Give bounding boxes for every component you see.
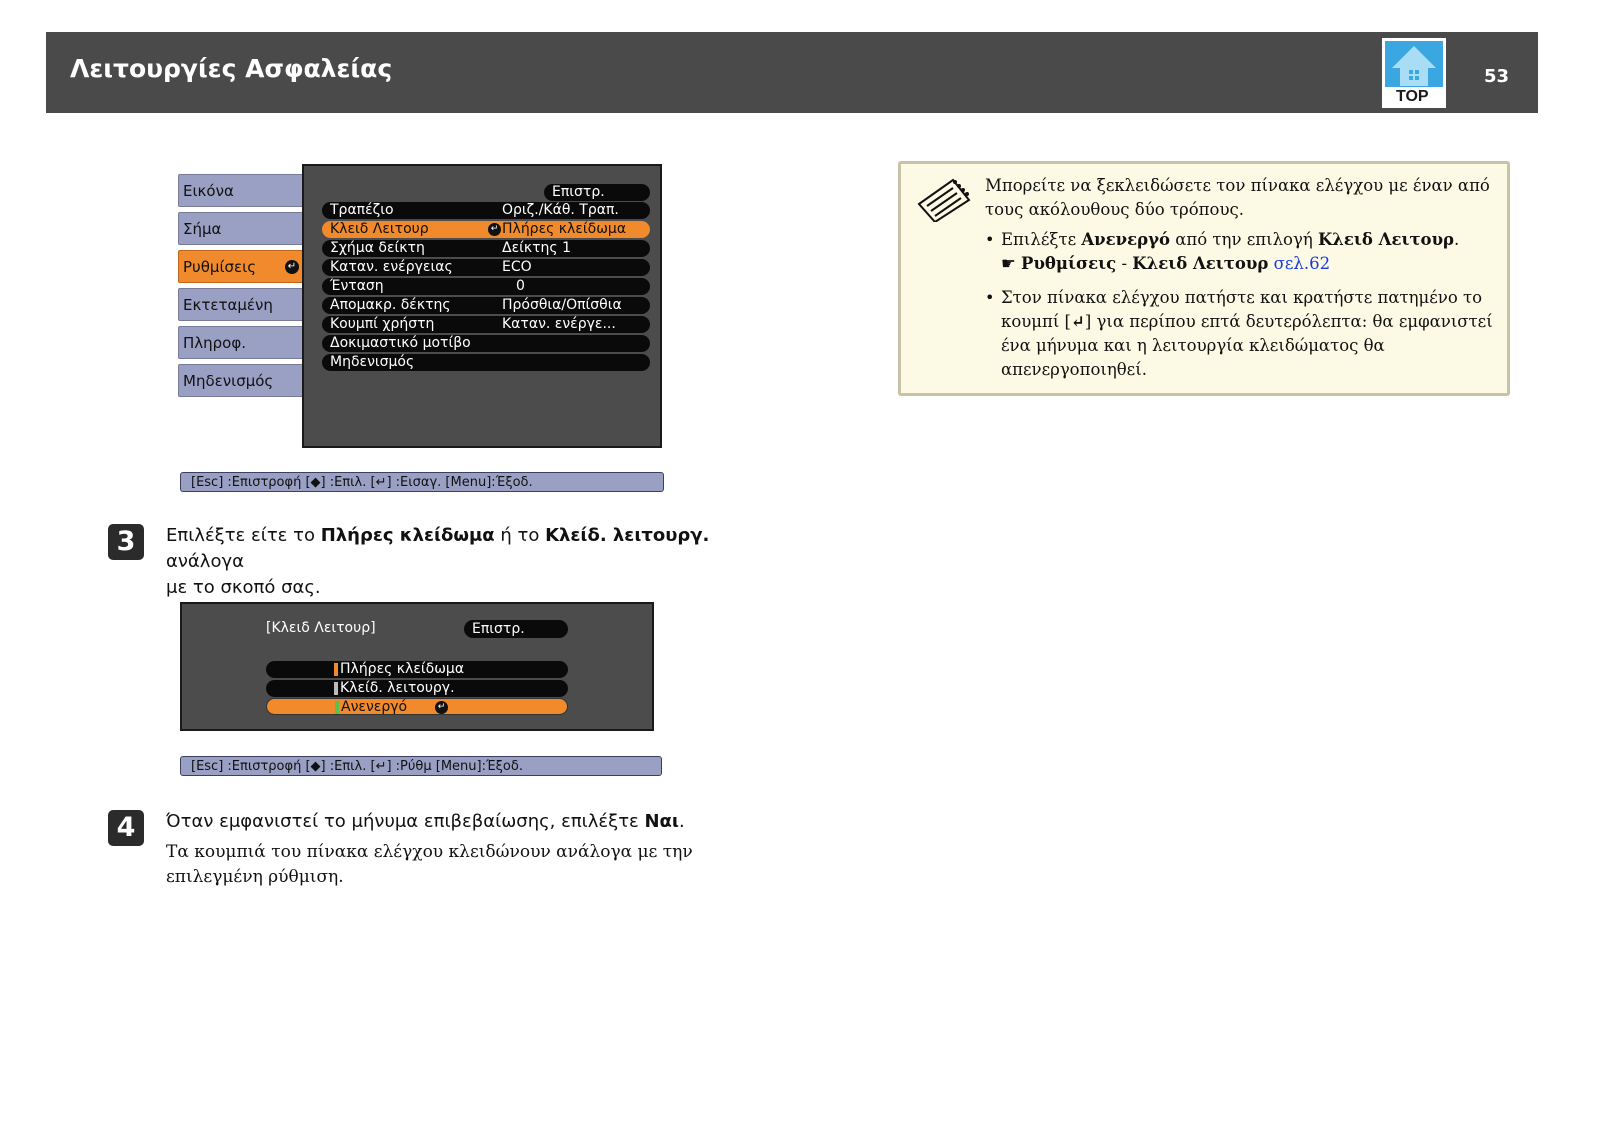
tab-image[interactable] xyxy=(178,174,304,207)
menu-row-test-pattern[interactable] xyxy=(322,335,650,352)
text: απενεργοποιηθεί. xyxy=(1001,360,1147,379)
dialog-title: [Κλειδ Λειτουρ] xyxy=(266,620,376,636)
option-marker xyxy=(334,663,338,676)
menu-row-volume[interactable] xyxy=(322,278,650,295)
option-yes: Ναι xyxy=(644,811,679,832)
enter-key-icon: ↵ xyxy=(1071,312,1085,331)
text: Όταν εμφανιστεί το μήνυμα επιβεβαίωσης, επιλέξτε xyxy=(166,811,645,832)
row-label: Ένταση xyxy=(330,278,384,294)
text: ] για περίπου επτά δευτερόλεπτα: θα εμφανιστεί xyxy=(1084,312,1493,331)
row-label: Κλειδ Λειτουρ xyxy=(330,221,429,237)
text: ένα μήνυμα και η λειτουργία κλειδώματος θα xyxy=(1001,336,1385,355)
text: ανάλογα xyxy=(166,551,244,572)
tab-label: Εικόνα xyxy=(183,182,234,200)
reference-hand-icon: ☛ xyxy=(1001,254,1016,273)
note-box xyxy=(898,161,1510,396)
row-value: Πλήρες κλείδωμα xyxy=(502,221,627,237)
note-pencil-icon xyxy=(915,174,973,222)
menu-tabs xyxy=(178,174,304,402)
step-4-text xyxy=(166,809,806,835)
step-4-subtext xyxy=(166,840,746,890)
step-3-text xyxy=(166,523,786,601)
tab-label: Σήμα xyxy=(183,220,222,238)
option-off[interactable] xyxy=(266,698,568,715)
menu-row-power[interactable] xyxy=(322,259,650,276)
text: Στον πίνακα ελέγχου πατήστε και κρατήστε πατημένο το xyxy=(1001,288,1483,307)
text: επιλεγμένη ρύθμιση. xyxy=(166,867,344,887)
row-value: Δείκτης 1 xyxy=(502,240,572,256)
enter-icon: ↵ xyxy=(488,223,501,236)
option-label: Πλήρες κλείδωμα xyxy=(340,661,465,677)
settings-menu-screenshot xyxy=(178,164,664,492)
row-value: Πρόσθια/Οπίσθια xyxy=(502,297,622,313)
note-bullet-1 xyxy=(1001,228,1501,276)
row-label: Απομακρ. δέκτης xyxy=(330,297,451,313)
text: Επιλέξτε είτε το xyxy=(166,525,321,546)
menu-row-keystone[interactable] xyxy=(322,202,650,219)
text: κουμπί [ xyxy=(1001,312,1071,331)
text: . xyxy=(1454,230,1460,249)
dialog-help-bar: [Esc] :Επιστροφή [◆] :Επιλ. [↵] :Ρύθμ [Menu]:Έξοδ. xyxy=(180,756,662,776)
menu-row-pointer[interactable] xyxy=(322,240,650,257)
lock-dialog-screenshot xyxy=(180,602,654,731)
row-label: Σχήμα δείκτη xyxy=(330,240,425,256)
text: Κλειδ Λειτουρ xyxy=(1132,254,1269,273)
tab-settings[interactable] xyxy=(178,250,304,283)
top-button[interactable] xyxy=(1382,38,1446,108)
row-value: ECO xyxy=(502,259,532,275)
option-operation-lock: Κλείδ. λειτουργ. xyxy=(545,525,710,546)
page-number: 53 xyxy=(1484,66,1510,87)
option-label: Ανενεργό xyxy=(341,699,408,715)
text: ή το xyxy=(494,525,546,546)
text: . xyxy=(678,811,685,832)
note-intro xyxy=(985,174,1495,222)
note-bullet-2 xyxy=(1001,286,1501,382)
row-label: Καταν. ενέργειας xyxy=(330,259,453,275)
option-full-lock[interactable] xyxy=(266,661,568,678)
text: Κλειδ Λειτουρ xyxy=(1317,230,1454,249)
menu-row-lock[interactable] xyxy=(322,221,650,238)
text: τους ακόλουθους δύο τρόπους. xyxy=(985,200,1244,219)
menu-panel xyxy=(302,164,662,448)
text: Ρυθμίσεις xyxy=(1021,254,1117,273)
row-label: Δοκιμαστικό μοτίβο xyxy=(330,335,471,351)
row-value: 0 xyxy=(516,278,525,294)
option-marker xyxy=(335,701,339,714)
text: Ανενεργό xyxy=(1081,230,1171,249)
page-header xyxy=(46,32,1538,113)
tab-label: Πληροφ. xyxy=(183,334,247,352)
option-full-lock: Πλήρες κλείδωμα xyxy=(320,525,495,546)
back-button[interactable]: Επιστρ. xyxy=(464,620,568,638)
row-label: Κουμπί χρήστη xyxy=(330,316,435,332)
menu-help-bar: [Esc] :Επιστροφή [◆] :Επιλ. [↵] :Εισαγ. [Menu]:Έξοδ. xyxy=(180,472,664,492)
row-label: Τραπέζιο xyxy=(330,202,394,218)
step-3-badge: 3 xyxy=(108,524,144,560)
tab-label: Ρυθμίσεις xyxy=(183,258,257,276)
tab-info[interactable] xyxy=(178,326,304,359)
tab-label: Μηδενισμός xyxy=(183,372,274,390)
row-label: Μηδενισμός xyxy=(330,354,415,370)
tab-extended[interactable] xyxy=(178,288,304,321)
option-marker xyxy=(334,682,338,695)
bullet-icon: • xyxy=(985,230,995,249)
menu-row-remote[interactable] xyxy=(322,297,650,314)
menu-row-reset[interactable] xyxy=(322,354,650,371)
enter-icon: ↵ xyxy=(435,701,448,714)
text: από την επιλογή xyxy=(1170,230,1318,249)
page-title: Λειτουργίες Ασφαλείας xyxy=(70,54,393,83)
text: με το σκοπό σας. xyxy=(166,577,321,598)
text: Επιλέξτε xyxy=(1001,230,1082,249)
option-operation-lock[interactable] xyxy=(266,680,568,697)
menu-row-user-button[interactable] xyxy=(322,316,650,333)
tab-reset[interactable] xyxy=(178,364,304,397)
bullet-icon: • xyxy=(985,288,995,307)
text: Μπορείτε να ξεκλειδώσετε τον πίνακα ελέγχου με έναν από xyxy=(985,176,1490,195)
step-4-badge: 4 xyxy=(108,810,144,846)
text: Τα κουμπιά του πίνακα ελέγχου κλειδώνουν ανάλογα με την xyxy=(166,842,693,862)
tab-signal[interactable] xyxy=(178,212,304,245)
page-reference-link[interactable]: σελ.62 xyxy=(1273,254,1331,273)
tab-label: Εκτεταμένη xyxy=(183,296,273,314)
option-label: Κλείδ. λειτουργ. xyxy=(340,680,455,696)
back-button[interactable]: Επιστρ. xyxy=(544,184,650,201)
text: - xyxy=(1116,254,1133,273)
row-value: Καταν. ενέργε... xyxy=(502,316,616,332)
row-value: Οριζ./Κάθ. Τραπ. xyxy=(502,202,619,218)
top-label: TOP xyxy=(1396,88,1429,105)
enter-icon: ↵ xyxy=(285,260,299,274)
